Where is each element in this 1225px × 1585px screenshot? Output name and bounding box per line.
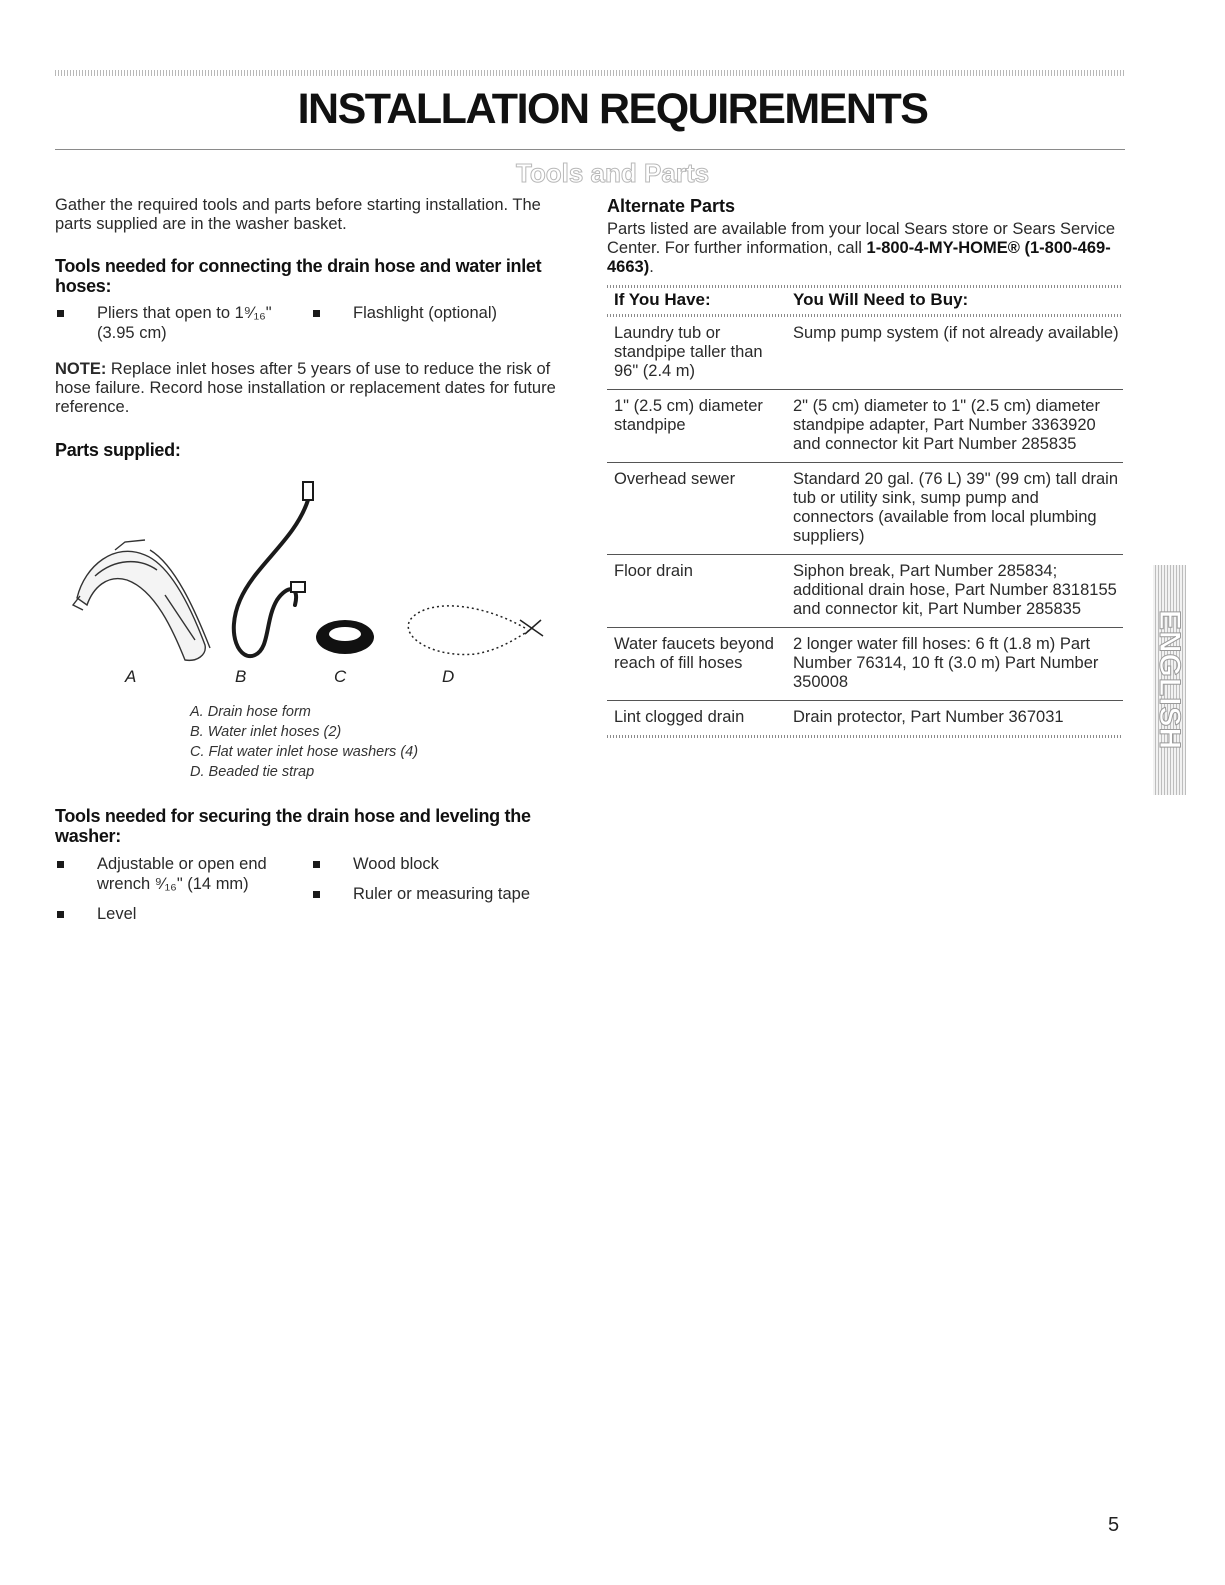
beaded-tie-strap-icon — [408, 606, 543, 655]
alternate-parts-heading: Alternate Parts — [607, 196, 736, 216]
flat-washer-icon — [316, 620, 374, 654]
tools-connect-list: Pliers that open to 1⁹⁄₁₆" (3.95 cm) Flashlight (optional) — [55, 304, 575, 344]
top-dotted-rule — [55, 70, 1125, 76]
bullet-icon — [313, 891, 320, 898]
note-label: NOTE: — [55, 360, 107, 378]
table-bottom-rule — [607, 735, 1123, 738]
bullet-icon — [313, 861, 320, 868]
title-rule — [55, 149, 1125, 150]
note-text: NOTE: Replace inlet hoses after 5 years of use to reduce the risk of hose failure. Record hose installation or replacement dates for future reference. — [55, 360, 556, 416]
intro-text: Gather the required tools and parts before starting installation. The parts supplied are in the washer basket. — [55, 196, 541, 233]
section-title: Tools and Parts — [515, 158, 710, 188]
parts-table — [607, 288, 1123, 738]
parts-supplied-heading: Parts supplied: — [55, 440, 181, 460]
table-row: Lint clogged drain Drain protector, Part Number 367031 — [607, 701, 1123, 736]
column-header-need: You Will Need to Buy: — [793, 290, 969, 309]
figure-label-c: C — [334, 667, 347, 686]
bullet-icon — [57, 310, 64, 317]
caption-item: B. Water inlet hoses (2) — [190, 724, 342, 740]
phone-number-numeric: (1-800-469-4663) — [607, 239, 1111, 276]
alternate-parts-text: Parts listed are available from your local Sears store or Sears Service Center. For further information, call 1-800-4-MY-HOME® (1-800-469-4663). — [607, 220, 1116, 276]
table-row: Overhead sewer Standard 20 gal. (76 L) 39" (99 cm) tall drain tub or utility sink, sump pump and connectors (available from local plumbing suppliers) — [607, 463, 1123, 555]
parts-figure — [55, 470, 575, 790]
language-side-tab-label: ENGLISH — [1153, 609, 1187, 751]
column-header-have: If You Have: — [614, 290, 711, 309]
bullet-icon — [57, 861, 64, 868]
table-row: 1" (2.5 cm) diameter standpipe 2" (5 cm) diameter to 1" (2.5 cm) diameter standpipe adapter, Part Number 3363920 and connector kit Part Number 285835 — [607, 390, 1123, 463]
figure-caption — [190, 702, 550, 782]
drain-hose-form-icon — [73, 540, 210, 660]
caption-item: A. Drain hose form — [190, 704, 311, 720]
phone-number: 1-800-4-MY-HOME® — [866, 239, 1020, 257]
figure-label-d: D — [442, 667, 455, 686]
table-row: Water faucets beyond reach of fill hoses 2 longer water fill hoses: 6 ft (1.8 m) Part Number 76314, 10 ft (3.0 m) Part Number 350008 — [607, 628, 1123, 701]
figure-label-a: A — [125, 667, 137, 686]
figure-label-b: B — [235, 667, 247, 686]
page-number: 5 — [1108, 1514, 1120, 1536]
tools-connect-heading: Tools needed for connecting the drain hose and water inlet hoses: — [55, 256, 542, 296]
tools-secure-heading: Tools needed for securing the drain hose and leveling the washer: — [55, 806, 531, 846]
parts-illustration — [55, 470, 575, 675]
bullet-icon — [57, 911, 64, 918]
table-row: Laundry tub or standpipe taller than 96" (2.4 m) Sump pump system (if not already available) — [614, 324, 1119, 380]
tools-secure-list: Adjustable or open end wrench ⁹⁄₁₆" (14 mm) Level Wood block Ruler or measuring tape — [57, 855, 577, 935]
table-row: Floor drain Siphon break, Part Number 285834; additional drain hose, Part Number 8318155 and connector kit, Part Number 285835 — [607, 555, 1123, 628]
water-inlet-hoses-icon — [234, 482, 313, 656]
caption-item: C. Flat water inlet hose washers (4) — [190, 744, 419, 760]
caption-item: D. Beaded tie strap — [190, 764, 315, 780]
page-title: INSTALLATION REQUIREMENTS — [297, 85, 928, 133]
bullet-icon — [313, 310, 320, 317]
